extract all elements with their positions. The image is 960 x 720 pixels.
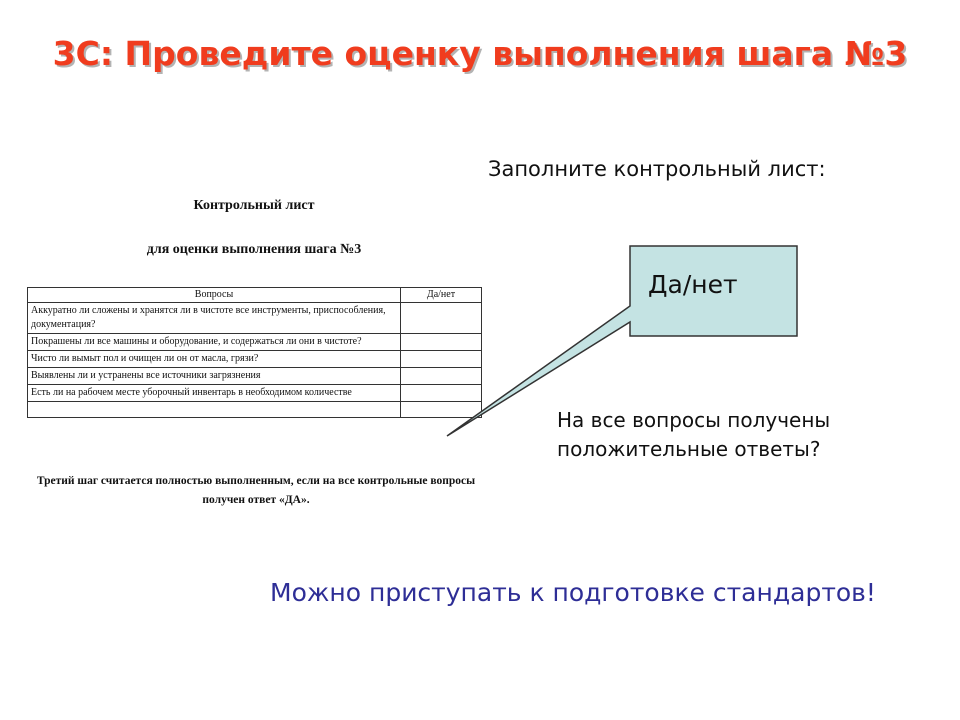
checklist-footer: Третий шаг считается полностью выполненным, если на все контрольные вопросы получен ответ «ДА». <box>36 475 476 506</box>
question-cell: Есть ли на рабочем месте уборочный инвентарь в необходимом количестве <box>28 385 401 402</box>
question-cell: Покрашены ли все машины и оборудование, и содержаться ли они в чистоте? <box>28 334 401 351</box>
fill-instruction: Заполните контрольный лист: <box>488 157 826 181</box>
conclusion-text: Можно приступать к подготовке стандартов! <box>270 578 876 607</box>
slide-title: 3С: Проведите оценку выполнения шага №3 <box>52 34 908 73</box>
checklist-subheading: для оценки выполнения шага №3 <box>146 242 362 257</box>
question-text: На все вопросы получены положительные ответы? <box>557 408 831 461</box>
callout-label: Да/нет <box>648 270 738 299</box>
checklist-heading: Контрольный лист <box>193 198 315 213</box>
column-header-answer: Да/нет <box>401 288 482 303</box>
question-cell: Выявлены ли и устранены все источники загрязнения <box>28 368 401 385</box>
column-header-questions: Вопросы <box>28 288 401 303</box>
question-cell: Аккуратно ли сложены и хранятся ли в чистоте все инструменты, приспособления, документация? <box>28 303 401 334</box>
question-cell: Чисто ли вымыт пол и очищен ли он от масла, грязи? <box>28 351 401 368</box>
